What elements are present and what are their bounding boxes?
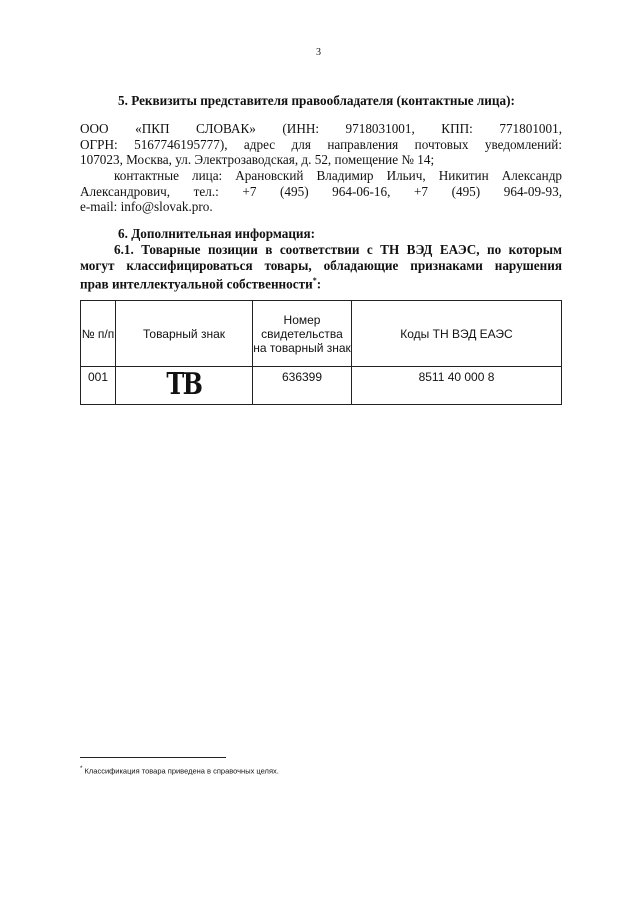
page-number: 3 (316, 47, 321, 58)
footnote-text: Классификация товара приведена в справочных целях. (82, 766, 279, 776)
rightholder-line: ОГРН: 5167746195777), адрес для направления почтовых уведомлений: (80, 136, 562, 152)
section-6-1-text: Товарные позиции в соответствии с ТН ВЭД ЕАЭС, по которым (141, 242, 563, 257)
footnote-ref: * (312, 276, 317, 285)
col-number-header: № п/п (81, 301, 116, 367)
col-codes-header: Коды ТН ВЭД ЕАЭС (352, 301, 562, 367)
col-certificate-header: Номер свидетельства на товарный знак (253, 301, 352, 367)
section-6-1-line (80, 242, 562, 258)
contact-line: Александрович, тел.: +7 (495) 964-06-16, +7 (495) 964-09-93, (80, 183, 562, 199)
col-trademark-header: Товарный знак (116, 301, 253, 367)
rightholder-line: 107023, Москва, ул. Электрозаводская, д. 52, помещение № 14; (80, 152, 435, 167)
section-6-1-line (80, 273, 562, 292)
section-6-1-number: 6.1. (114, 242, 134, 257)
certificate-number: 636399 (253, 367, 352, 405)
footnote-divider (80, 757, 226, 758)
row-number: 001 (81, 367, 116, 405)
section-6-1-colon: : (316, 276, 322, 292)
footnote (80, 765, 279, 776)
trademark-logo-cell (116, 367, 253, 405)
trademark-table (80, 300, 562, 405)
section-5-heading: 5. Реквизиты представителя правообладателя (контактные лица): (118, 93, 515, 108)
footnote-mark: * (80, 765, 83, 772)
rightholder-details (80, 121, 562, 168)
section-6-1 (80, 242, 562, 292)
rightholder-line: ООО «ПКП СЛОВАК» (ИНН: 9718031001, КПП: 771801001, (80, 121, 562, 136)
tn-ved-code: 8511 40 000 8 (352, 367, 562, 405)
section-6-heading: 6. Дополнительная информация: (118, 226, 316, 241)
contact-line: e-mail: info@slovak.pro. (80, 199, 213, 214)
contact-persons (80, 168, 562, 215)
table-row (81, 367, 562, 405)
table-header-row (81, 301, 562, 367)
contact-line: контактные лица: Арановский Владимир Ильич, Никитин Александр (114, 168, 562, 183)
section-6-1-last: прав интеллектуальной собственности (80, 276, 313, 292)
trademark-logo: ТВ (166, 367, 202, 402)
section-6-1-line: могут классифицироваться товары, обладающие признаками нарушения (80, 257, 562, 273)
